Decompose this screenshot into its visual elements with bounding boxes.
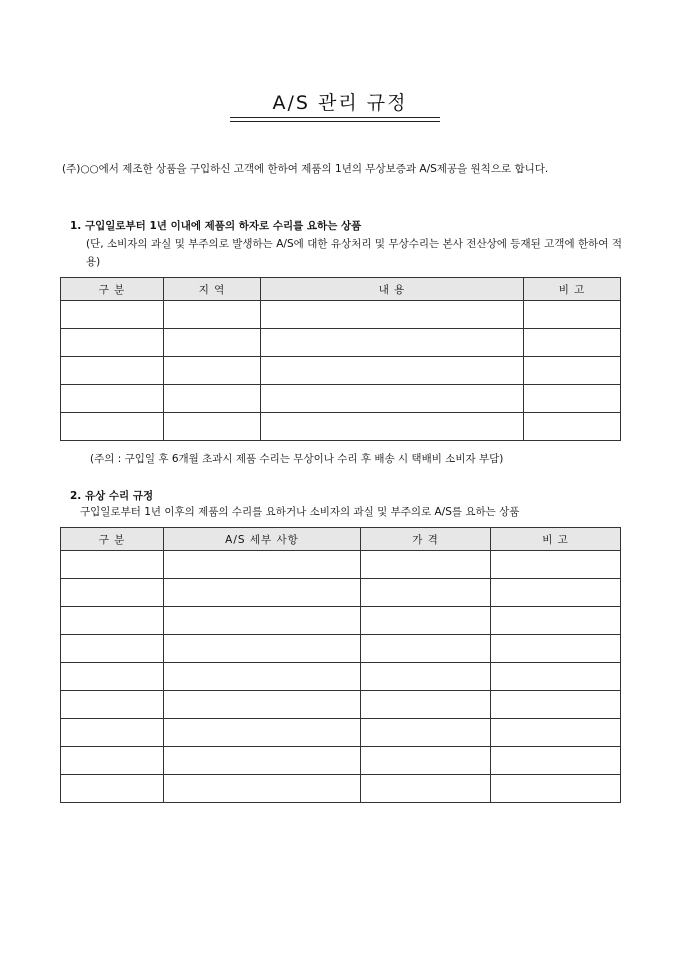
table-row <box>61 691 621 719</box>
title-double-underline <box>230 117 440 122</box>
table-row <box>61 663 621 691</box>
table-cell[interactable] <box>164 607 361 635</box>
table-cell[interactable] <box>164 385 261 413</box>
table-cell[interactable] <box>361 607 491 635</box>
table-cell[interactable] <box>261 385 524 413</box>
table-cell[interactable] <box>361 775 491 803</box>
table-cell[interactable] <box>261 329 524 357</box>
table-row <box>61 607 621 635</box>
table-row <box>61 775 621 803</box>
table-cell[interactable] <box>491 775 621 803</box>
section1-table-header <box>61 278 621 301</box>
table-cell[interactable] <box>61 775 164 803</box>
table-cell[interactable] <box>61 663 164 691</box>
table-cell[interactable] <box>361 551 491 579</box>
table-cell[interactable] <box>164 551 361 579</box>
table-cell[interactable] <box>164 747 361 775</box>
table-cell[interactable] <box>61 301 164 329</box>
col-header-category: 구 분 <box>61 528 164 551</box>
table-cell[interactable] <box>61 329 164 357</box>
table-cell[interactable] <box>61 385 164 413</box>
table-cell[interactable] <box>164 579 361 607</box>
table-row <box>61 357 621 385</box>
table-cell[interactable] <box>61 719 164 747</box>
col-header-content: 내 용 <box>261 278 524 301</box>
table-cell[interactable] <box>164 663 361 691</box>
table-cell[interactable] <box>164 719 361 747</box>
table-cell[interactable] <box>61 413 164 441</box>
table-cell[interactable] <box>164 775 361 803</box>
table-row <box>61 719 621 747</box>
col-header-remarks: 비 고 <box>524 278 621 301</box>
table-cell[interactable] <box>61 551 164 579</box>
table-row <box>61 579 621 607</box>
table-cell[interactable] <box>524 357 621 385</box>
table-cell[interactable] <box>164 691 361 719</box>
table-row <box>61 551 621 579</box>
col-header-region: 지 역 <box>164 278 261 301</box>
table-cell[interactable] <box>524 413 621 441</box>
col-header-remarks: 비 고 <box>491 528 621 551</box>
table-row <box>61 301 621 329</box>
col-header-as-details: A/S 세부 사항 <box>164 528 361 551</box>
section1-table <box>60 277 621 441</box>
table-cell[interactable] <box>164 635 361 663</box>
table-cell[interactable] <box>491 691 621 719</box>
table-cell[interactable] <box>361 691 491 719</box>
table-row <box>61 385 621 413</box>
table-cell[interactable] <box>164 329 261 357</box>
table-cell[interactable] <box>491 579 621 607</box>
table-cell[interactable] <box>361 719 491 747</box>
table-cell[interactable] <box>491 551 621 579</box>
table-cell[interactable] <box>261 357 524 385</box>
table-cell[interactable] <box>61 357 164 385</box>
table-cell[interactable] <box>491 607 621 635</box>
section2-table-header <box>61 528 621 551</box>
section2-subtext: 구입일로부터 1년 이후의 제품의 수리를 요하거나 소비자의 과실 및 부주의로 A/S를 요하는 상품 <box>80 506 520 518</box>
table-row <box>61 329 621 357</box>
table-cell[interactable] <box>61 579 164 607</box>
table-cell[interactable] <box>491 635 621 663</box>
table-cell[interactable] <box>361 747 491 775</box>
table-row <box>61 413 621 441</box>
table-cell[interactable] <box>164 301 261 329</box>
table-cell[interactable] <box>61 607 164 635</box>
table-cell[interactable] <box>61 747 164 775</box>
section2-table <box>60 527 621 803</box>
table-cell[interactable] <box>524 385 621 413</box>
table-cell[interactable] <box>61 691 164 719</box>
table-cell[interactable] <box>261 301 524 329</box>
table-cell[interactable] <box>361 663 491 691</box>
page-title: A/S 관리 규정 <box>272 92 408 114</box>
table-cell[interactable] <box>261 413 524 441</box>
table-cell[interactable] <box>491 719 621 747</box>
table-cell[interactable] <box>491 663 621 691</box>
intro-paragraph: (주)○○에서 제조한 상품을 구입하신 고객에 한하여 제품의 1년의 무상보증과 A/S제공을 원칙으로 합니다. <box>62 163 549 175</box>
col-header-category: 구 분 <box>61 278 164 301</box>
table-cell[interactable] <box>61 635 164 663</box>
table-cell[interactable] <box>164 413 261 441</box>
section1-heading: 1. 구입일로부터 1년 이내에 제품의 하자로 수리를 요하는 상품 <box>70 220 362 232</box>
table-cell[interactable] <box>361 579 491 607</box>
table-row <box>61 747 621 775</box>
table-cell[interactable] <box>491 747 621 775</box>
table-cell[interactable] <box>524 301 621 329</box>
section1-subtext: (단, 소비자의 과실 및 부주의로 발생하는 A/S에 대한 유상처리 및 무상수리는 본사 전산상에 등재된 고객에 한하여 적용) <box>86 238 622 268</box>
table-cell[interactable] <box>361 635 491 663</box>
table-cell[interactable] <box>524 329 621 357</box>
col-header-price: 가 격 <box>361 528 491 551</box>
table-row <box>61 635 621 663</box>
table-cell[interactable] <box>164 357 261 385</box>
section1-note: (주의 : 구입일 후 6개월 초과시 제품 수리는 무상이나 수리 후 배송 시 택배비 소비자 부담) <box>90 453 504 465</box>
section2-heading: 2. 유상 수리 규정 <box>70 490 154 502</box>
